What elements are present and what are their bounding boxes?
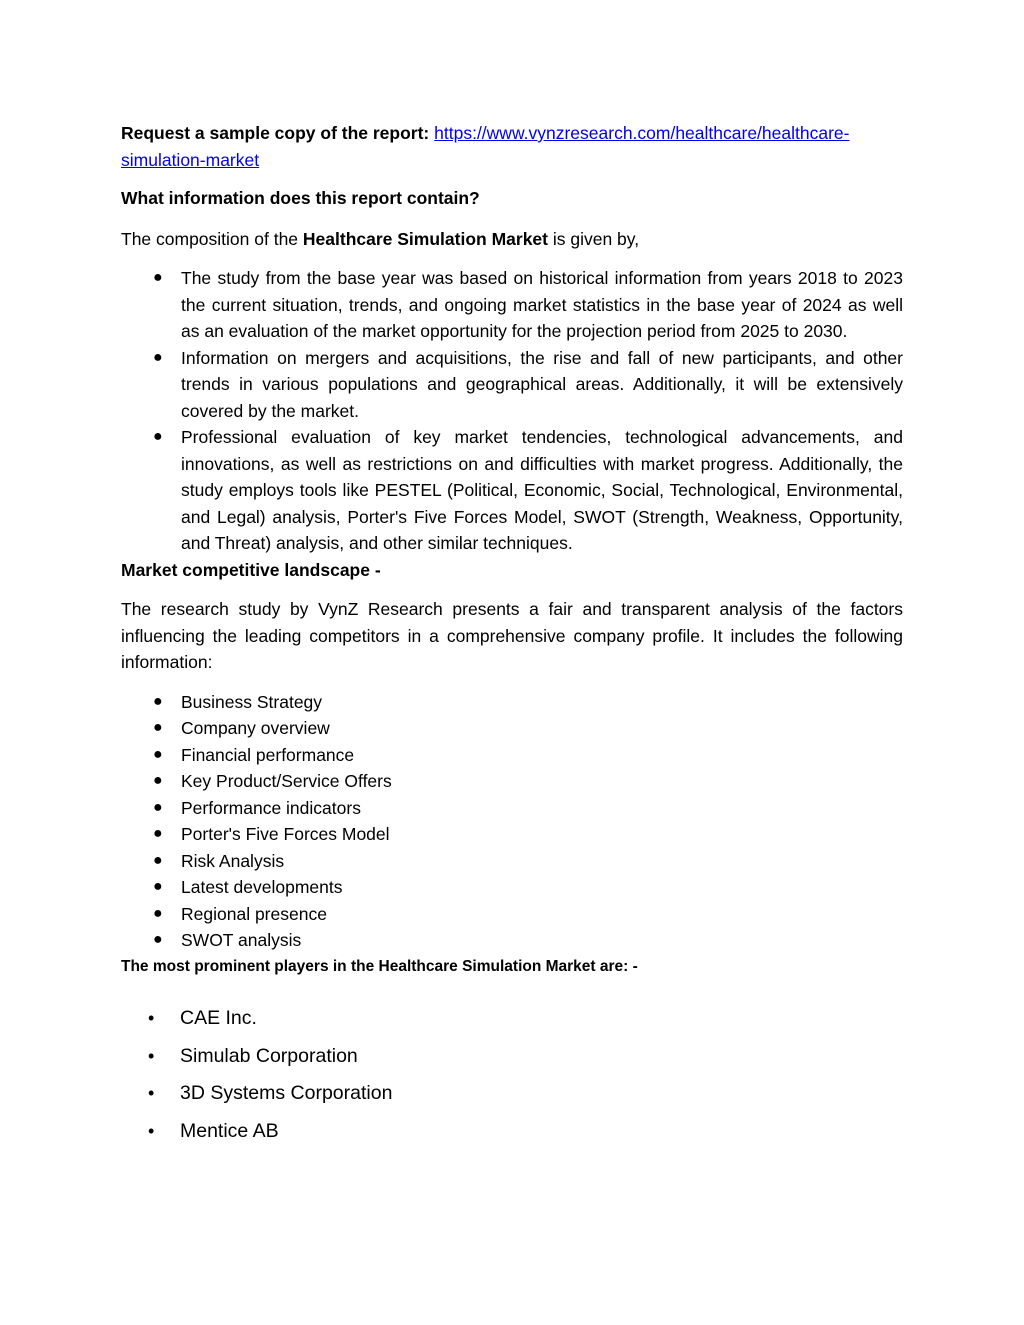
player-name: 3D Systems Corporation (180, 1082, 393, 1104)
list-item-text: Business Strategy (181, 691, 323, 712)
bullet-icon: ● (153, 904, 163, 922)
list-item (121, 1006, 903, 1030)
list-item (121, 689, 903, 716)
bullet-icon: ● (153, 428, 163, 445)
bullet-icon: • (148, 1008, 155, 1028)
player-name: CAE Inc. (180, 1007, 257, 1029)
players-heading: The most prominent players in the Healthcare Simulation Market are: - (121, 957, 638, 975)
list-item (121, 742, 903, 769)
list-item-text: Porter's Five Forces Model (181, 824, 390, 844)
bullet-icon: ● (153, 798, 163, 816)
bullet-icon: ● (153, 269, 163, 286)
bullet-icon: ● (153, 851, 163, 869)
landscape-paragraph: The research study by VynZ Research presents a fair and transparent analysis of the factors influencing the leading competitors in a comprehensive company profile. It includes the following information: (121, 599, 903, 672)
bullet-icon: ● (153, 348, 163, 366)
profile-info-list (121, 689, 903, 954)
list-item-text: Financial performance (181, 744, 355, 765)
list-item-text: Professional evaluation of key market tendencies, technological advancements, and innovations, as well as restrictions on and difficulties with market progress. Additionally, the study employs tools like PESTEL (Political, Economic, Social, Technological, Environmental, and Legal) analysis, Porter's Five Forces Model, SWOT (Strength, Weakness, Opportunity, and Threat) analysis, and other similar techniques. (181, 427, 903, 553)
bullet-icon: • (148, 1120, 155, 1141)
landscape-heading: Market competitive landscape - (121, 559, 381, 580)
list-item (121, 821, 903, 848)
bullet-icon: ● (153, 719, 163, 736)
request-sample-label: Request a sample copy of the report: (121, 123, 430, 143)
list-item-text: Company overview (181, 718, 330, 738)
list-item (121, 345, 903, 425)
list-item (121, 424, 903, 557)
list-item (121, 715, 903, 742)
list-item (121, 1044, 903, 1068)
list-item (121, 1119, 903, 1143)
request-sample-line (121, 120, 903, 173)
list-item-text: Information on mergers and acquisitions, the rise and fall of new participants, and other trends in various populations and geographical areas. Additionally, it will be extensively covered by the market. (181, 347, 903, 421)
list-item (121, 848, 903, 875)
composition-prefix: The composition of the (121, 228, 303, 249)
list-item (121, 927, 903, 954)
bullet-icon: ● (153, 772, 163, 789)
bullet-icon: ● (153, 931, 163, 948)
bullet-icon: ● (153, 878, 163, 895)
list-item-text: Risk Analysis (181, 850, 285, 871)
list-item-text: The study from the base year was based on historical information from years 2018 to 2023 the current situation, trends, and ongoing market statistics in the base year of 2024 as well as an evaluation of the market opportunity for the projection period from 2025 to 2030. (181, 268, 903, 341)
report-link[interactable]: https://www.vynzresearch.com/healthcare/healthcare-simulation-market (121, 123, 850, 170)
study-items-list (121, 265, 903, 557)
list-item-text: Latest developments (181, 877, 343, 897)
bullet-icon: • (148, 1045, 155, 1066)
players-list (121, 1006, 903, 1143)
bullet-icon: ● (153, 825, 163, 842)
composition-suffix: is given by, (547, 228, 640, 249)
bullet-icon: ● (153, 745, 163, 763)
list-item (121, 1081, 903, 1105)
list-item (121, 265, 903, 345)
list-item (121, 901, 903, 928)
composition-market-name: Healthcare Simulation Market (302, 228, 548, 249)
list-item (121, 795, 903, 822)
list-item-text: Regional presence (181, 903, 327, 924)
list-item (121, 768, 903, 795)
list-item-text: SWOT analysis (181, 930, 302, 950)
report-contents-question: What information does this report contain? (121, 188, 480, 208)
list-item (121, 874, 903, 901)
composition-line (121, 226, 903, 253)
list-item-text: Key Product/Service Offers (181, 771, 392, 791)
player-name: Simulab Corporation (180, 1044, 358, 1067)
bullet-icon: • (148, 1083, 155, 1103)
player-name: Mentice AB (180, 1119, 279, 1142)
list-item-text: Performance indicators (181, 797, 361, 818)
bullet-icon: ● (153, 692, 163, 710)
document-body (121, 120, 903, 1156)
